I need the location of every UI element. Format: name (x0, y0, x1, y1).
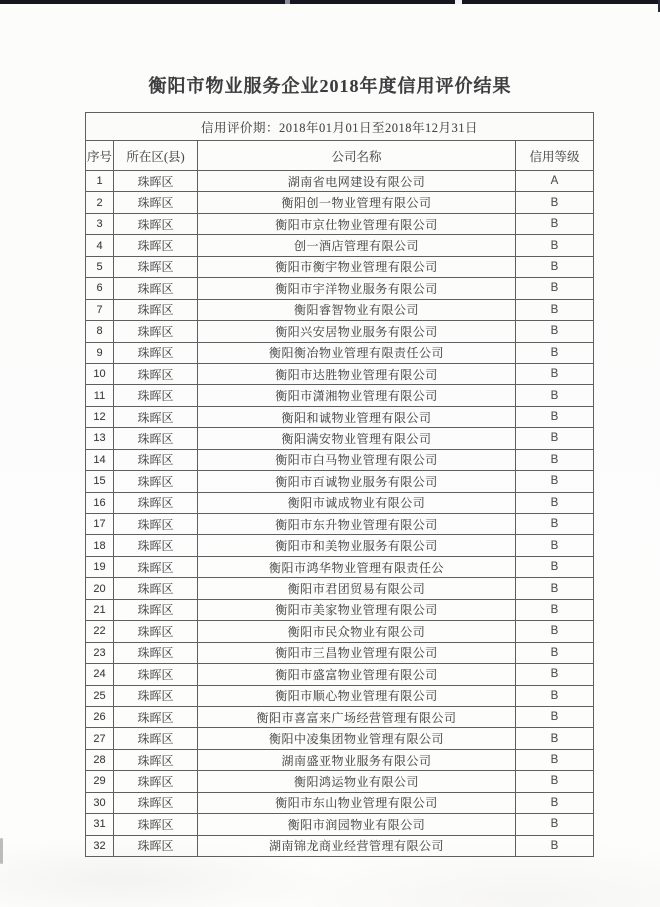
row-number-cell: 14 (86, 449, 114, 470)
table-row (86, 514, 594, 535)
row-number-cell: 17 (86, 514, 114, 535)
credit-grade-cell: B (516, 599, 594, 620)
row-number-cell: 8 (86, 321, 114, 342)
company-name-cell: 湖南盛亚物业服务有限公司 (198, 749, 516, 770)
credit-grade-cell: B (516, 342, 594, 363)
credit-grade-cell: B (516, 192, 594, 213)
table-row (86, 385, 594, 406)
row-number-cell: 2 (86, 192, 114, 213)
table-row (86, 171, 594, 192)
credit-grade-cell: B (516, 771, 594, 792)
table-row (86, 642, 594, 663)
credit-grade-cell: B (516, 256, 594, 277)
column-header-no: 序号 (86, 141, 114, 171)
company-name-cell: 衡阳市鸿华物业管理有限责任公 (198, 556, 516, 577)
row-number-cell: 5 (86, 256, 114, 277)
company-name-cell: 衡阳市京仕物业管理有限公司 (198, 213, 516, 234)
credit-grade-cell: B (516, 299, 594, 320)
district-cell: 珠晖区 (114, 321, 198, 342)
district-cell: 珠晖区 (114, 771, 198, 792)
credit-grade-cell: B (516, 385, 594, 406)
row-number-cell: 20 (86, 578, 114, 599)
row-number-cell: 3 (86, 213, 114, 234)
row-number-cell: 28 (86, 749, 114, 770)
table-row (86, 621, 594, 642)
row-number-cell: 13 (86, 428, 114, 449)
district-cell: 珠晖区 (114, 642, 198, 663)
credit-grade-cell: B (516, 321, 594, 342)
district-cell: 珠晖区 (114, 556, 198, 577)
company-name-cell: 衡阳市三昌物业管理有限公司 (198, 642, 516, 663)
district-cell: 珠晖区 (114, 256, 198, 277)
district-cell: 珠晖区 (114, 792, 198, 813)
row-number-cell: 30 (86, 792, 114, 813)
district-cell: 珠晖区 (114, 706, 198, 727)
district-cell: 珠晖区 (114, 192, 198, 213)
evaluation-period-row (86, 113, 594, 141)
table-row (86, 213, 594, 234)
table-row (86, 599, 594, 620)
row-number-cell: 26 (86, 706, 114, 727)
credit-grade-cell: B (516, 749, 594, 770)
row-number-cell: 11 (86, 385, 114, 406)
credit-grade-cell: B (516, 621, 594, 642)
credit-grade-cell: B (516, 728, 594, 749)
table-row (86, 664, 594, 685)
district-cell: 珠晖区 (114, 213, 198, 234)
district-cell: 珠晖区 (114, 728, 198, 749)
company-name-cell: 衡阳市顺心物业管理有限公司 (198, 685, 516, 706)
table-row (86, 406, 594, 427)
credit-grade-cell: B (516, 492, 594, 513)
row-number-cell: 16 (86, 492, 114, 513)
credit-rating-table (85, 112, 594, 857)
row-number-cell: 22 (86, 621, 114, 642)
row-number-cell: 29 (86, 771, 114, 792)
credit-grade-cell: B (516, 406, 594, 427)
table-row (86, 728, 594, 749)
district-cell: 珠晖区 (114, 492, 198, 513)
district-cell: 珠晖区 (114, 514, 198, 535)
row-number-cell: 31 (86, 814, 114, 835)
district-cell: 珠晖区 (114, 835, 198, 856)
company-name-cell: 衡阳市百诚物业服务有限公司 (198, 471, 516, 492)
row-number-cell: 18 (86, 535, 114, 556)
district-cell: 珠晖区 (114, 342, 198, 363)
table-row (86, 299, 594, 320)
district-cell: 珠晖区 (114, 235, 198, 256)
row-number-cell: 7 (86, 299, 114, 320)
company-name-cell: 衡阳兴安居物业服务有限公司 (198, 321, 516, 342)
company-name-cell: 衡阳创一物业管理有限公司 (198, 192, 516, 213)
district-cell: 珠晖区 (114, 749, 198, 770)
district-cell: 珠晖区 (114, 578, 198, 599)
district-cell: 珠晖区 (114, 299, 198, 320)
district-cell: 珠晖区 (114, 449, 198, 470)
column-header-company: 公司名称 (198, 141, 516, 171)
company-name-cell: 衡阳市宇洋物业服务有限公司 (198, 278, 516, 299)
table-row (86, 428, 594, 449)
row-number-cell: 27 (86, 728, 114, 749)
district-cell: 珠晖区 (114, 599, 198, 620)
credit-grade-cell: B (516, 706, 594, 727)
company-name-cell: 湖南省电网建设有限公司 (198, 171, 516, 192)
district-cell: 珠晖区 (114, 171, 198, 192)
column-header-grade: 信用等级 (516, 141, 594, 171)
scan-artifact-notch (455, 0, 462, 4)
row-number-cell: 19 (86, 556, 114, 577)
row-number-cell: 15 (86, 471, 114, 492)
company-name-cell: 衡阳市君团贸易有限公司 (198, 578, 516, 599)
company-name-cell: 衡阳市喜富来广场经营管理有限公司 (198, 706, 516, 727)
district-cell: 珠晖区 (114, 428, 198, 449)
row-number-cell: 1 (86, 171, 114, 192)
table-row (86, 342, 594, 363)
credit-grade-cell: A (516, 171, 594, 192)
credit-grade-cell: B (516, 213, 594, 234)
row-number-cell: 23 (86, 642, 114, 663)
credit-grade-cell: B (516, 685, 594, 706)
table-row (86, 278, 594, 299)
company-name-cell: 衡阳市东升物业管理有限公司 (198, 514, 516, 535)
row-number-cell: 12 (86, 406, 114, 427)
row-number-cell: 24 (86, 664, 114, 685)
company-name-cell: 衡阳中凌集团物业管理有限公司 (198, 728, 516, 749)
company-name-cell: 衡阳市美家物业管理有限公司 (198, 599, 516, 620)
district-cell: 珠晖区 (114, 621, 198, 642)
district-cell: 珠晖区 (114, 278, 198, 299)
evaluation-period-label: 信用评价期：2018年01月01日至2018年12月31日 (86, 113, 594, 141)
table-row (86, 535, 594, 556)
company-name-cell: 衡阳衡冶物业管理有限责任公司 (198, 342, 516, 363)
company-name-cell: 衡阳市民众物业有限公司 (198, 621, 516, 642)
district-cell: 珠晖区 (114, 363, 198, 384)
column-header-row (86, 141, 594, 171)
credit-grade-cell: B (516, 556, 594, 577)
row-number-cell: 25 (86, 685, 114, 706)
column-header-district: 所在区(县) (114, 141, 198, 171)
scan-artifact-left-mark (0, 838, 3, 864)
row-number-cell: 4 (86, 235, 114, 256)
district-cell: 珠晖区 (114, 471, 198, 492)
district-cell: 珠晖区 (114, 664, 198, 685)
company-name-cell: 衡阳鸿运物业有限公司 (198, 771, 516, 792)
table-row (86, 321, 594, 342)
credit-grade-cell: B (516, 835, 594, 856)
company-name-cell: 衡阳市润园物业有限公司 (198, 814, 516, 835)
company-name-cell: 衡阳市白马物业管理有限公司 (198, 449, 516, 470)
table-row (86, 578, 594, 599)
credit-grade-cell: B (516, 514, 594, 535)
table-row (86, 492, 594, 513)
table-row (86, 363, 594, 384)
row-number-cell: 32 (86, 835, 114, 856)
table-row (86, 814, 594, 835)
credit-grade-cell: B (516, 235, 594, 256)
credit-grade-cell: B (516, 428, 594, 449)
table-row (86, 449, 594, 470)
company-name-cell: 衡阳市和美物业服务有限公司 (198, 535, 516, 556)
credit-grade-cell: B (516, 792, 594, 813)
credit-grade-cell: B (516, 664, 594, 685)
credit-grade-cell: B (516, 449, 594, 470)
table-row (86, 835, 594, 856)
scan-artifact-top-bar (0, 0, 660, 4)
table-row (86, 685, 594, 706)
table-row (86, 256, 594, 277)
table-row (86, 235, 594, 256)
company-name-cell: 衡阳市东山物业管理有限公司 (198, 792, 516, 813)
district-cell: 珠晖区 (114, 535, 198, 556)
company-name-cell: 衡阳市衡宇物业管理有限公司 (198, 256, 516, 277)
credit-grade-cell: B (516, 814, 594, 835)
table-row (86, 771, 594, 792)
company-name-cell: 衡阳市诚成物业有限公司 (198, 492, 516, 513)
company-name-cell: 衡阳市达胜物业管理有限公司 (198, 363, 516, 384)
credit-grade-cell: B (516, 363, 594, 384)
scan-artifact-notch (285, 0, 290, 4)
company-name-cell: 湖南锦龙商业经营管理有限公司 (198, 835, 516, 856)
row-number-cell: 21 (86, 599, 114, 620)
company-name-cell: 衡阳满安物业管理有限公司 (198, 428, 516, 449)
row-number-cell: 10 (86, 363, 114, 384)
table-row (86, 706, 594, 727)
credit-grade-cell: B (516, 578, 594, 599)
district-cell: 珠晖区 (114, 406, 198, 427)
district-cell: 珠晖区 (114, 814, 198, 835)
district-cell: 珠晖区 (114, 685, 198, 706)
row-number-cell: 6 (86, 278, 114, 299)
row-number-cell: 9 (86, 342, 114, 363)
credit-grade-cell: B (516, 535, 594, 556)
credit-grade-cell: B (516, 278, 594, 299)
company-name-cell: 衡阳睿智物业有限公司 (198, 299, 516, 320)
table-row (86, 792, 594, 813)
credit-grade-cell: B (516, 642, 594, 663)
company-name-cell: 衡阳市潇湘物业管理有限公司 (198, 385, 516, 406)
company-name-cell: 衡阳和诚物业管理有限公司 (198, 406, 516, 427)
table-row (86, 749, 594, 770)
table-row (86, 556, 594, 577)
table-row (86, 192, 594, 213)
table-row (86, 471, 594, 492)
document-title: 衡阳市物业服务企业2018年度信用评价结果 (148, 76, 512, 96)
district-cell: 珠晖区 (114, 385, 198, 406)
credit-grade-cell: B (516, 471, 594, 492)
company-name-cell: 创一酒店管理有限公司 (198, 235, 516, 256)
table-body (86, 171, 594, 857)
company-name-cell: 衡阳市盛富物业管理有限公司 (198, 664, 516, 685)
